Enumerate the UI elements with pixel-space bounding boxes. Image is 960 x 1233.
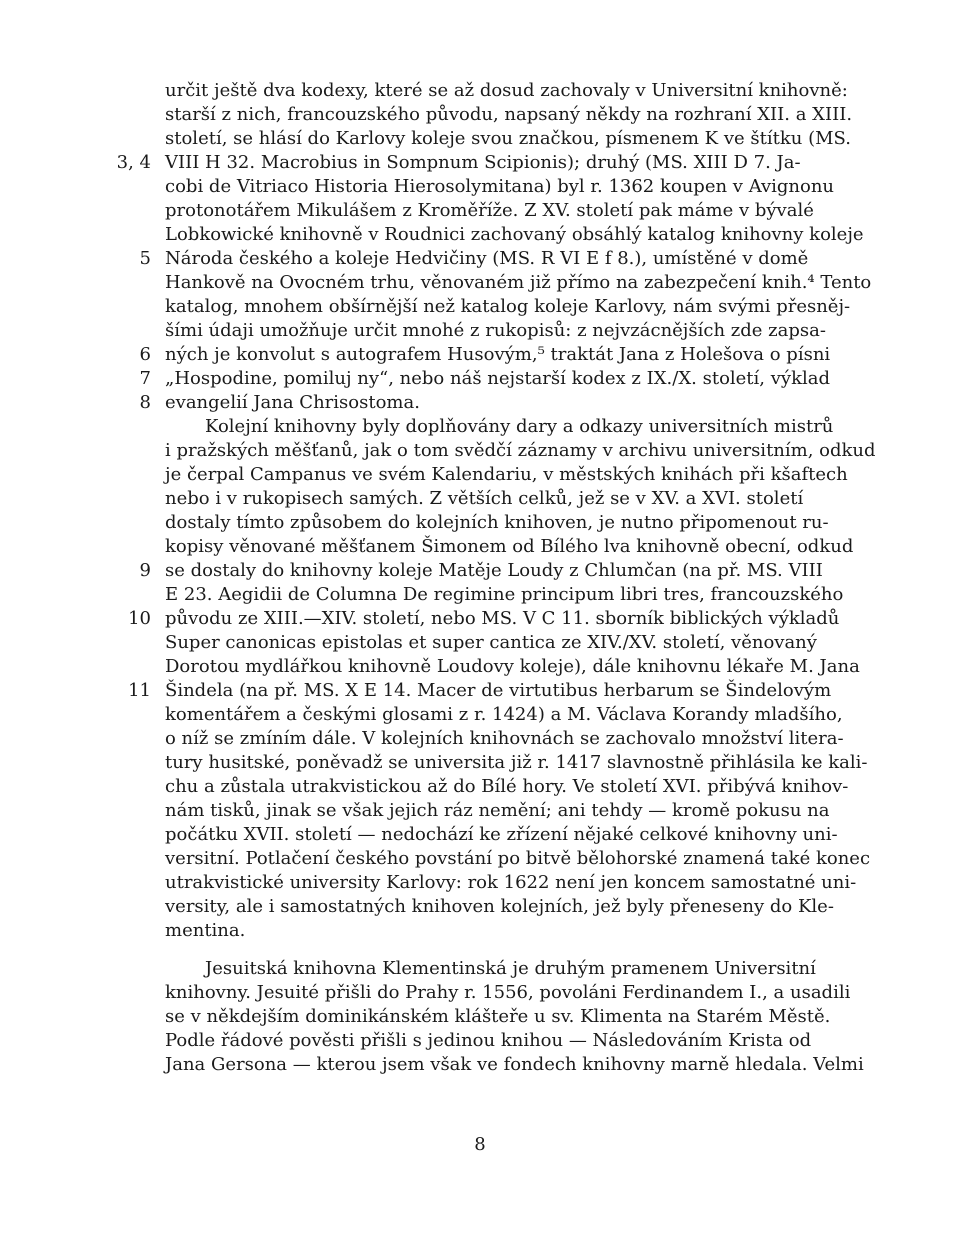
text-line: nebo i v rukopisech samých. Z větších celků, jež se v XV. a XVI. století (165, 488, 804, 509)
text-line: versitní. Potlačení českého povstání po bitvě bělohorské znamená také konec (165, 848, 871, 869)
text-line: Jana Gersona — kterou jsem však ve fondech knihovny marně hledala. Velmi (165, 1054, 864, 1075)
margin-note: 5 (139, 248, 151, 269)
text-line: Jesuitská knihovna Klementinská je druhým pramenem Universitní (205, 958, 816, 979)
text-line: o níž se zmíním dále. V kolejních knihovnách se zachovalo množství litera- (165, 728, 844, 749)
text-line: Hankově na Ovocném trhu, věnovaném již přímo na zabezpečení knih.⁴ Tento (165, 272, 872, 293)
text-line: Podle řádové pověsti přišli s jedinou knihou — Následováním Krista od (165, 1030, 812, 1051)
text-line: původu ze XIII.—XIV. století, nebo MS. V C 11. sborník biblických výkladů (165, 608, 840, 629)
text-line: ných je konvolut s autografem Husovým,⁵ traktát Jana z Holešova o písni (165, 344, 831, 365)
text-line: mentina. (165, 920, 246, 941)
text-line: se dostaly do knihovny koleje Matěje Loudy z Chlumčan (na př. MS. VIII (165, 560, 823, 581)
margin-note: 8 (139, 392, 151, 413)
text-line: „Hospodine, pomiluj ny“, nebo náš nejstarší kodex z IX./X. století, výklad (165, 368, 830, 389)
text-line: Národa českého a koleje Hedvičiny (MS. R VI E f 8.), umístěné v domě (165, 248, 809, 269)
text-line: je čerpal Campanus ve svém Kalendariu, v městských knihách při kšaftech (165, 464, 848, 485)
margin-note: 3, 4 (116, 152, 151, 173)
text-line: versity, ale i samostatných knihoven kolejních, jež byly přeneseny do Kle- (165, 896, 834, 917)
text-line: komentářem a českými glosami z r. 1424) a M. Václava Korandy mladšího, (165, 704, 843, 725)
text-line: utrakvistické university Karlovy: rok 1622 není jen koncem samostatné uni- (165, 872, 857, 893)
text-line: i pražských měšťanů, jak o tom svědčí záznamy v archivu universitním, odkud (165, 440, 876, 461)
text-line: chu a zůstala utrakvistickou až do Bílé hory. Ve století XVI. přibývá knihov- (165, 776, 849, 797)
margin-note: 6 (139, 344, 151, 365)
text-line: Super canonicas epistolas et super cantica ze XIV./XV. století, věnovaný (165, 632, 817, 653)
text-line: Kolejní knihovny byly doplňovány dary a odkazy universitních mistrů (205, 416, 834, 437)
margin-note: 11 (128, 680, 151, 701)
margin-note: 7 (139, 368, 151, 389)
text-line: evangelií Jana Chrisostoma. (165, 392, 420, 413)
text-line: starší z nich, francouzského původu, napsaný někdy na rozhraní XII. a XIII. (165, 104, 853, 125)
text-line: století, se hlásí do Karlovy koleje svou značkou, písmenem K ve štítku (MS. (165, 128, 851, 149)
text-line: tury husitské, poněvadž se universita již r. 1417 slavnostně přihlásila ke kali- (165, 752, 868, 773)
text-line: dostaly tímto způsobem do kolejních knihoven, je nutno připomenout ru- (165, 512, 829, 533)
text-line: VIII H 32. Macrobius in Sompnum Scipionis); druhý (MS. XIII D 7. Ja- (165, 152, 801, 173)
text-line: počátku XVII. století — nedochází ke zřízení nějaké celkové knihovny uni- (165, 824, 838, 845)
text-line: E 23. Aegidii de Columna De regimine principum libri tres, francouzského (165, 584, 844, 605)
text-line: Šindela (na př. MS. X E 14. Macer de virtutibus herbarum se Šindelovým (165, 680, 832, 701)
text-line: nám tisků, jinak se však jejich ráz nemění; ani tehdy — kromě pokusu na (165, 800, 830, 821)
text-line: se v někdejším dominikánském klášteře u sv. Klimenta na Starém Městě. (165, 1006, 831, 1027)
text-line: knihovny. Jesuité přišli do Prahy r. 1556, povoláni Ferdinandem I., a usadili (165, 982, 851, 1003)
text-line: protonotářem Mikulášem z Kroměříže. Z XV. století pak máme v bývalé (165, 200, 814, 221)
text-line: určit ještě dva kodexy, které se až dosud zachovaly v Universitní knihovně: (165, 80, 848, 101)
text-line: cobi de Vitriaco Historia Hierosolymitana) byl r. 1362 koupen v Avignonu (165, 176, 835, 197)
text-line: šími údaji umožňuje určit mnohé z rukopisů: z nejvzácnějších zde zapsa- (165, 320, 826, 341)
margin-note: 10 (128, 608, 151, 629)
text-line: Dorotou mydlářkou knihovně Loudovy koleje), dále knihovnu lékaře M. Jana (165, 656, 860, 677)
page-number: 8 (474, 1134, 486, 1155)
text-line: Lobkowické knihovně v Roudnici zachovaný obsáhlý katalog knihovny koleje (165, 224, 864, 245)
margin-note: 9 (139, 560, 151, 581)
text-line: kopisy věnované měšťanem Šimonem od Bílého lva knihovně obecní, odkud (165, 536, 854, 557)
text-line: katalog, mnohem obšírnější než katalog koleje Karlovy, nám svými přesněj- (165, 296, 851, 317)
